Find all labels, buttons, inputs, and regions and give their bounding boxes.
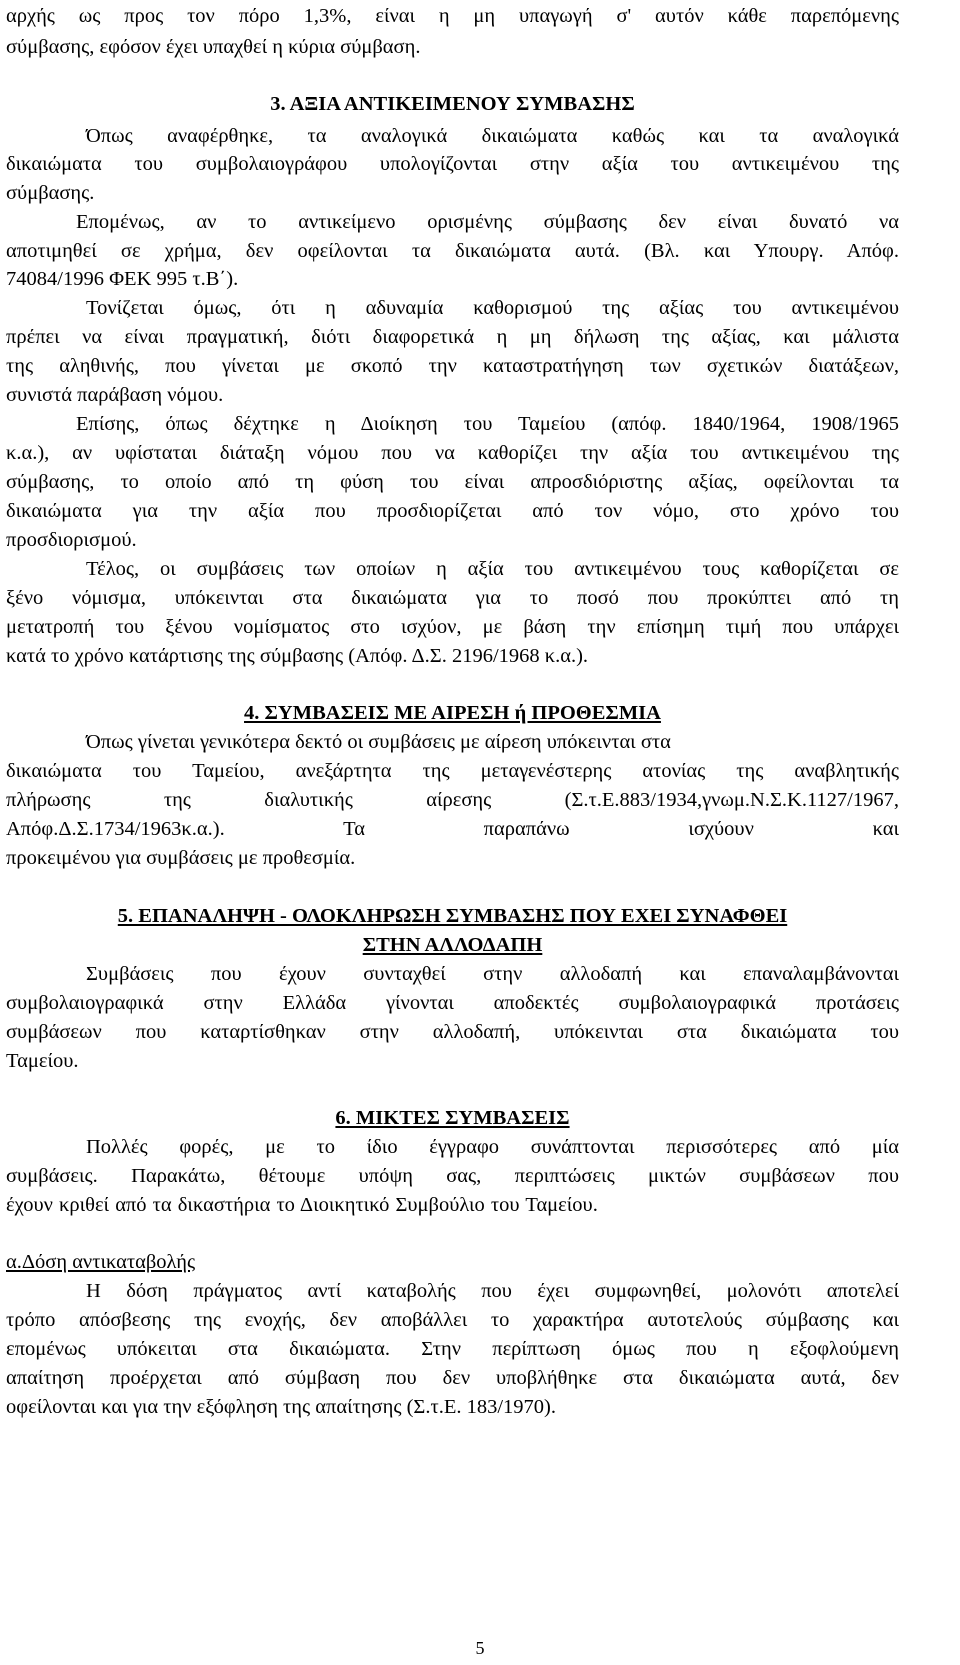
text-line: της αληθινής, που γίνεται με σκοπό την καταστρατήγηση των σχετικών διατάξεων, — [6, 355, 899, 377]
section-5-heading: 5. ΕΠΑΝΑΛΗΨΗ - ΟΛΟΚΛΗΡΩΣΗ ΣΥΜΒΑΣΗΣ ΠΟΥ ΕΧΕΙ ΣΥΝΑΦΘΕΙ — [117, 905, 788, 927]
subsection-a-heading: α.Δόση αντικαταβολής — [6, 1251, 196, 1273]
text-line: δικαιώματα για την αξία που προσδιορίζεται από τον νόμο, στο χρόνο του — [6, 500, 899, 522]
text-line: πλήρωσης της διαλυτικής αίρεσης (Σ.τ.Ε.883/1934,γνωμ.Ν.Σ.Κ.1127/1967, — [6, 789, 899, 811]
text-line: πρέπει να είναι πραγματική, διότι διαφορετικά η μη δήλωση της αξίας, και μάλιστα — [6, 326, 899, 348]
text-line: Όπως γίνεται γενικότερα δεκτό οι συμβάσεις με αίρεση υπόκεινται στα — [86, 731, 671, 753]
text-line: Συμβάσεις που έχουν συνταχθεί στην αλλοδαπή και επαναλαμβάνονται — [86, 963, 899, 985]
text-line: συνιστά παράβαση νόμου. — [6, 384, 224, 406]
text-line: αποτιμηθεί σε χρήμα, δεν οφείλονται τα δικαιώματα αυτά. (Βλ. και Υπουργ. Απόφ. — [6, 240, 899, 262]
text-line: Ταμείου. — [6, 1050, 79, 1072]
text-line: δικαιώματα του συμβολαιογράφου υπολογίζονται στην αξία του αντικειμένου της — [6, 153, 899, 175]
text-line: μετατροπή του ξένου νομίσματος στο ισχύον, με βάση την επίσημη τιμή που υπάρχει — [6, 616, 899, 638]
section-3-heading: 3. ΑΞΙΑ ΑΝΤΙΚΕΙΜΕΝΟΥ ΣΥΜΒΑΣΗΣ — [270, 93, 635, 115]
text-line: απαίτηση προέρχεται από σύμβαση που δεν υποβλήθηκε στα δικαιώματα αυτά, δεν — [6, 1367, 899, 1389]
text-line: κατά το χρόνο κατάρτισης της σύμβασης (Απόφ. Δ.Σ. 2196/1968 κ.α.). — [6, 645, 589, 667]
text-line: προκειμένου για συμβάσεις με προθεσμία. — [6, 847, 356, 869]
text-line: σύμβασης, εφόσον έχει υπαχθεί η κύρια σύμβαση. — [6, 36, 421, 58]
text-line: αρχής ως προς τον πόρο 1,3%, είναι η μη υπαγωγή σ' αυτόν κάθε παρεπόμενης — [6, 5, 899, 27]
text-line: συμβολαιογραφικά στην Ελλάδα γίνονται αποδεκτές συμβολαιογραφικά προτάσεις — [6, 992, 899, 1014]
text-line: Τονίζεται όμως, ότι η αδυναμία καθορισμού της αξίας του αντικειμένου — [86, 297, 899, 319]
section-6-heading: 6. ΜΙΚΤΕΣ ΣΥΜΒΑΣΕΙΣ — [335, 1107, 570, 1129]
text-line: Απόφ.Δ.Σ.1734/1963κ.α.). Τα παραπάνω ισχύουν και — [6, 818, 899, 840]
text-line: Πολλές φορές, με το ίδιο έγγραφο συνάπτονται περισσότερες από μία — [86, 1136, 899, 1158]
text-line: κ.α.), αν υφίσταται διάταξη νόμου που να καθορίζει την αξία του αντικειμένου της — [6, 442, 899, 464]
text-line: σύμβασης, το οποίο από τη φύση του είναι απροσδιόριστης αξίας, οφείλονται τα — [6, 471, 899, 493]
text-line: έχουν κριθεί από τα δικαστήρια το Διοικητικό Συμβούλιο του Ταμείου. — [6, 1194, 598, 1216]
page-number: 5 — [475, 1638, 485, 1658]
text-line: Η δόση πράγματος αντί καταβολής που έχει συμφωνηθεί, μολονότι αποτελεί — [86, 1280, 899, 1302]
text-line: ξένο νόμισμα, υπόκεινται στα δικαιώματα για το ποσό που προκύπτει από τη — [6, 587, 899, 609]
section-5-heading-cont: ΣΤΗΝ ΑΛΛΟΔΑΠΗ — [362, 934, 543, 956]
text-line: Όπως αναφέρθηκε, τα αναλογικά δικαιώματα καθώς και τα αναλογικά — [86, 125, 899, 147]
text-line: προσδιορισμού. — [6, 529, 137, 551]
text-line: σύμβασης. — [6, 182, 95, 204]
text-line: δικαιώματα του Ταμείου, ανεξάρτητα της μεταγενέστερης ατονίας της αναβλητικής — [6, 760, 899, 782]
text-line: Τέλος, οι συμβάσεις των οποίων η αξία του αντικειμένου τους καθορίζεται σε — [86, 558, 899, 580]
text-line: επομένως υπόκειται στα δικαιώματα. Στην περίπτωση όμως που η εξοφλούμενη — [6, 1338, 899, 1360]
text-line: συμβάσεις. Παρακάτω, θέτουμε υπόψη σας, περιπτώσεις μικτών συμβάσεων που — [6, 1165, 899, 1187]
text-line: Επίσης, όπως δέχτηκε η Διοίκηση του Ταμείου (απόφ. 1840/1964, 1908/1965 — [76, 413, 899, 435]
text-line: οφείλονται και για την εξόφληση της απαίτησης (Σ.τ.Ε. 183/1970). — [6, 1396, 556, 1418]
text-line: τρόπο απόσβεσης της ενοχής, δεν αποβάλλει το χαρακτήρα αυτοτελούς σύμβασης και — [6, 1309, 899, 1331]
text-line: συμβάσεων που καταρτίσθηκαν στην αλλοδαπή, υπόκεινται στα δικαιώματα του — [6, 1021, 899, 1043]
text-line: Επομένως, αν το αντικείμενο ορισμένης σύμβασης δεν είναι δυνατό να — [76, 211, 899, 233]
text-line: 74084/1996 ΦΕΚ 995 τ.Β΄). — [6, 268, 239, 290]
section-4-heading: 4. ΣΥΜΒΑΣΕΙΣ ΜΕ ΑΙΡΕΣΗ ή ΠΡΟΘΕΣΜΙΑ — [244, 702, 661, 724]
